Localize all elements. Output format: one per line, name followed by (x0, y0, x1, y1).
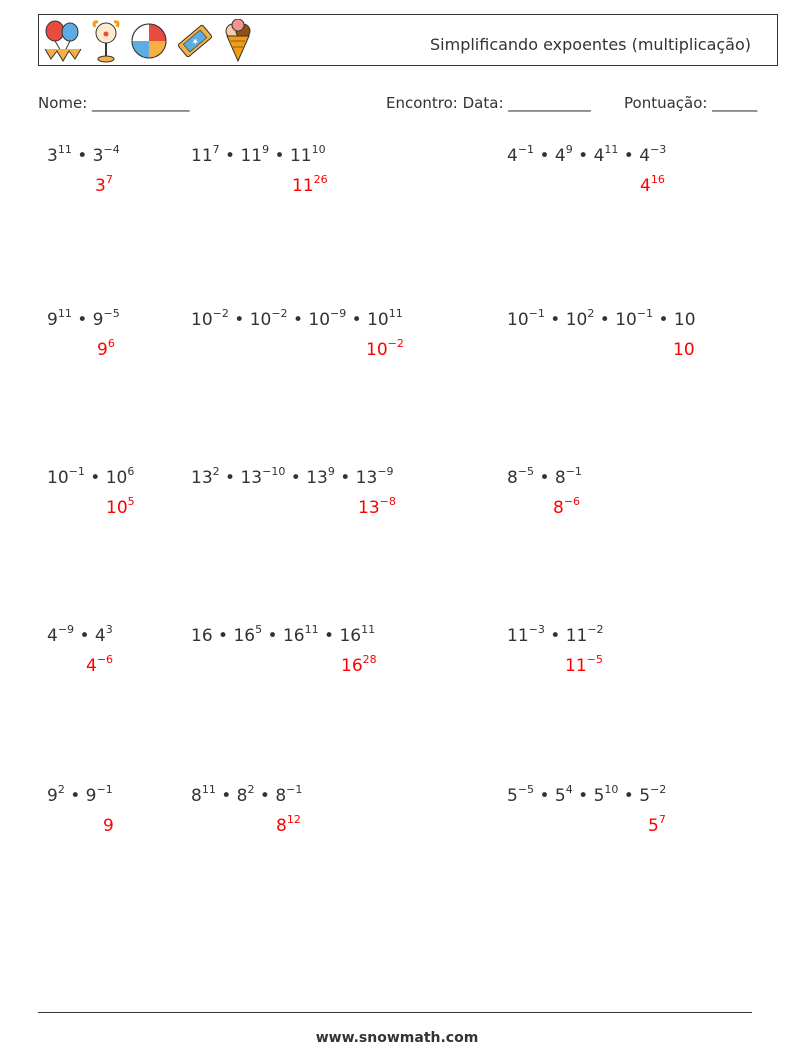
base: 4 (507, 146, 518, 166)
exponent: 9 (327, 465, 335, 478)
base: 10 (673, 340, 695, 360)
base: 9 (85, 786, 97, 806)
exponent: −1 (96, 783, 113, 796)
base: 11 (565, 656, 587, 676)
exponent: −2 (650, 783, 667, 796)
exponent: 3 (105, 623, 113, 636)
exponent: −6 (96, 653, 114, 666)
base: 10 (47, 468, 69, 488)
base: 10 (106, 498, 128, 518)
base: 11 (292, 176, 314, 196)
base: 9 (103, 816, 114, 836)
ice-cream-icon (221, 19, 255, 63)
exponent: −1 (286, 783, 303, 796)
exponent: 2 (587, 307, 595, 320)
answer (86, 653, 114, 676)
multiply-dot: • (71, 146, 93, 166)
name-field: Nome: _____________ (38, 94, 190, 112)
base: 10 (308, 310, 331, 330)
exponent: −5 (103, 307, 120, 320)
multiply-dot: • (269, 146, 290, 166)
multiply-dot: • (318, 626, 340, 646)
beach-ball-icon (129, 19, 169, 63)
base: 3 (47, 146, 58, 166)
base: 10 (367, 310, 389, 330)
answer (673, 340, 695, 360)
exponent: −9 (330, 307, 347, 320)
exponent: 5 (255, 623, 263, 636)
base: 4 (640, 176, 651, 196)
exponent: 11 (57, 143, 72, 156)
multiply-dot: • (285, 468, 307, 488)
base: 4 (639, 146, 651, 166)
base: 8 (191, 786, 202, 806)
exponent: 7 (658, 813, 666, 826)
answer (95, 173, 113, 196)
exponent: 11 (604, 143, 619, 156)
problem-expression (191, 465, 394, 488)
problem-expression (47, 465, 135, 488)
exponent: 9 (565, 143, 573, 156)
exponent: −1 (565, 465, 582, 478)
multiply-dot: • (254, 786, 276, 806)
exponent: −5 (517, 783, 535, 796)
answer (366, 337, 404, 360)
base: 4 (593, 146, 605, 166)
answer (553, 495, 581, 518)
exponent: −6 (563, 495, 581, 508)
base: 10 (249, 310, 272, 330)
problem-expression (507, 783, 667, 806)
exponent: −2 (271, 307, 288, 320)
exponent: 7 (105, 173, 113, 186)
base: 16 (282, 626, 305, 646)
base: 13 (358, 498, 380, 518)
exponent: −9 (57, 623, 75, 636)
exponent: −9 (377, 465, 394, 478)
exponent: −1 (68, 465, 85, 478)
multiply-dot: • (71, 310, 93, 330)
base: 11 (240, 146, 263, 166)
multiply-dot: • (534, 786, 555, 806)
base: 4 (554, 146, 566, 166)
multiply-dot: • (64, 786, 86, 806)
base: 10 (507, 310, 529, 330)
problem-expression (191, 143, 326, 166)
multiply-dot: • (594, 310, 616, 330)
base: 9 (47, 786, 58, 806)
exponent: 5 (127, 495, 135, 508)
answer (565, 653, 603, 676)
base: 10 (366, 340, 388, 360)
base: 13 (240, 468, 263, 488)
base: 13 (355, 468, 378, 488)
base: 11 (565, 626, 588, 646)
multiply-dot: • (653, 310, 674, 330)
problem-expression (507, 623, 604, 646)
answer (97, 337, 115, 360)
worksheet-header (38, 14, 778, 66)
clown-icon (89, 19, 123, 63)
exponent: 11 (57, 307, 72, 320)
multiply-dot: • (228, 310, 250, 330)
footer-divider (38, 1012, 752, 1013)
header-icons (43, 18, 255, 64)
exponent: 6 (107, 337, 115, 350)
base: 8 (276, 816, 287, 836)
exponent: −1 (636, 307, 654, 320)
exponent: 26 (313, 173, 328, 186)
multiply-dot: • (219, 468, 241, 488)
multiply-dot: • (74, 626, 95, 646)
base: 4 (94, 626, 106, 646)
multiply-dot: • (544, 626, 566, 646)
multiply-dot: • (334, 468, 356, 488)
problem-expression (47, 143, 120, 166)
multiply-dot: • (544, 310, 566, 330)
base: 4 (86, 656, 97, 676)
answer (648, 813, 666, 836)
exponent: 2 (57, 783, 65, 796)
base: 3 (95, 176, 106, 196)
exponent: 11 (304, 623, 319, 636)
base: 13 (191, 468, 213, 488)
multiply-dot: • (618, 146, 640, 166)
exponent: −2 (212, 307, 229, 320)
answer (341, 653, 377, 676)
multiply-dot: • (346, 310, 368, 330)
multiply-dot: • (534, 146, 555, 166)
base: 8 (507, 468, 518, 488)
svg-text:★: ★ (189, 35, 201, 48)
answer (358, 495, 396, 518)
problem-expression (507, 465, 582, 488)
base: 8 (553, 498, 564, 518)
date-field: Encontro: Data: ___________ (386, 94, 591, 112)
exponent: −2 (387, 337, 404, 350)
exponent: −8 (379, 495, 396, 508)
exponent: 11 (361, 623, 376, 636)
problem-expression (507, 307, 696, 330)
base: 10 (565, 310, 588, 330)
problem-expression (47, 783, 113, 806)
exponent: 10 (604, 783, 619, 796)
exponent: −5 (586, 653, 603, 666)
base: 11 (507, 626, 529, 646)
exponent: 2 (247, 783, 255, 796)
base: 10 (191, 310, 213, 330)
base: 5 (648, 816, 659, 836)
problem-expression (47, 307, 120, 330)
exponent: 11 (201, 783, 216, 796)
answer (640, 173, 665, 196)
base: 11 (191, 146, 213, 166)
exponent: 6 (127, 465, 135, 478)
answer (276, 813, 301, 836)
problem-expression (191, 307, 403, 330)
exponent: 2 (212, 465, 220, 478)
base: 4 (47, 626, 58, 646)
exponent: −10 (262, 465, 286, 478)
base: 16 (233, 626, 256, 646)
answer (106, 495, 135, 518)
multiply-dot: • (212, 626, 234, 646)
exponent: −2 (587, 623, 604, 636)
base: 5 (507, 786, 518, 806)
base: 8 (236, 786, 248, 806)
answer (103, 816, 114, 836)
base: 9 (47, 310, 58, 330)
base: 10 (105, 468, 128, 488)
exponent: 16 (650, 173, 665, 186)
exponent: 9 (262, 143, 270, 156)
exponent: −3 (528, 623, 545, 636)
exponent: −5 (517, 465, 535, 478)
exponent: −1 (528, 307, 545, 320)
multiply-dot: • (287, 310, 309, 330)
base: 8 (275, 786, 287, 806)
base: 13 (306, 468, 328, 488)
score-field: Pontuação: ______ (624, 94, 758, 112)
base: 9 (97, 340, 108, 360)
base: 3 (92, 146, 104, 166)
problem-expression (191, 783, 303, 806)
exponent: 28 (362, 653, 377, 666)
problem-expression (507, 143, 667, 166)
answer (292, 173, 328, 196)
footer-url: www.snowmath.com (315, 1030, 479, 1046)
worksheet-title: Simplificando expoentes (multiplicação) (430, 35, 751, 54)
exponent: 4 (565, 783, 573, 796)
multiply-dot: • (618, 786, 640, 806)
exponent: 12 (286, 813, 301, 826)
base: 10 (673, 310, 696, 330)
base: 10 (615, 310, 637, 330)
base: 16 (341, 656, 363, 676)
base: 5 (554, 786, 566, 806)
problem-expression (47, 623, 113, 646)
multiply-dot: • (572, 146, 594, 166)
problem-expression (191, 623, 376, 646)
exponent: 7 (212, 143, 220, 156)
ticket-icon (175, 19, 215, 63)
multiply-dot: • (84, 468, 106, 488)
exponent: 10 (311, 143, 326, 156)
multiply-dot: • (219, 146, 241, 166)
exponent: 11 (388, 307, 403, 320)
base: 11 (289, 146, 312, 166)
base: 8 (554, 468, 566, 488)
multiply-dot: • (215, 786, 237, 806)
base: 16 (339, 626, 362, 646)
multiply-dot: • (262, 626, 283, 646)
multiply-dot: • (534, 468, 555, 488)
multiply-dot: • (572, 786, 594, 806)
base: 5 (593, 786, 605, 806)
base: 9 (92, 310, 104, 330)
balloons-icon (43, 19, 83, 63)
base: 5 (639, 786, 651, 806)
exponent: −3 (650, 143, 667, 156)
base: 16 (191, 626, 213, 646)
exponent: −4 (103, 143, 120, 156)
exponent: −1 (517, 143, 535, 156)
